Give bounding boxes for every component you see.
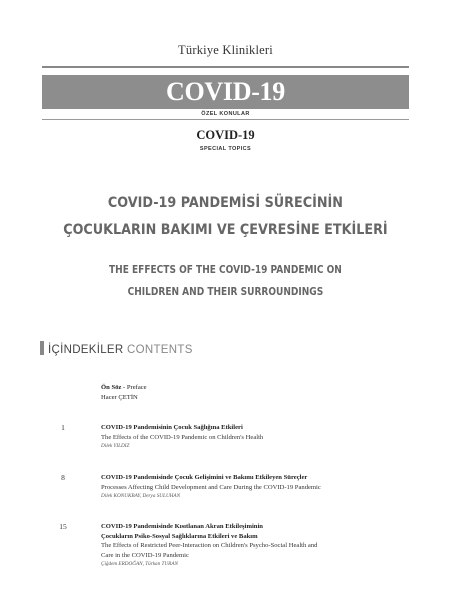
- contents-marker: [40, 341, 44, 355]
- issue-title-en: [41, 259, 411, 303]
- toc-title-tr-line1: COVID-19 Pandemisinde Kısıtlanan Akran Etkileşiminin: [101, 523, 263, 530]
- toc-authors: Çiğdem ERDOĞAN, Türkan TURAN: [101, 561, 178, 567]
- toc-title-tr: COVID-19 Pandemisinde Çocuk Gelişimini ve Bakımı Etkileyen Süreçler: [101, 474, 308, 481]
- special-topics-label-en: SPECIAL TOPICS: [199, 146, 252, 152]
- toc-title-en: The Effects of the COVID-19 Pandemic on Children's Health: [101, 433, 264, 441]
- preface-title-tr: Ön Söz: [101, 384, 122, 391]
- toc-title-en-line1: The Effects of Restricted Peer-Interaction on Children's Psycho-Social Health and: [101, 542, 318, 549]
- toc-page-number: 1: [61, 423, 65, 432]
- issue-title-tr-line1: COVID-19 PANDEMİSİ SÜRECİNİN: [107, 195, 343, 211]
- toc-authors: Dilek YILDIZ: [101, 443, 130, 449]
- toc-page-number: 8: [61, 473, 65, 482]
- toc-title-tr-line2: Çocukların Psiko-Sosyal Sağlıklarına Etkileri ve Bakım: [101, 532, 258, 540]
- toc-authors: Dilek KONUKBAY, Derya SULUHAN: [101, 493, 181, 499]
- toc-title-en-line2: Care in the COVID-19 Pandemic: [101, 551, 189, 559]
- issue-title-tr-line2: ÇOCUKLARIN BAKIMI VE ÇEVRESİNE ETKİLERİ: [63, 222, 388, 238]
- toc-title-en: Processes Affecting Child Development and Care During the COVID-19 Pandemic: [101, 483, 321, 491]
- issue-title-tr: [27, 190, 424, 244]
- issue-title-en-line1: THE EFFECTS OF THE COVID-19 PANDEMIC ON: [109, 263, 342, 276]
- journal-name: Türkiye Klinikleri: [178, 43, 273, 57]
- preface-separator: -: [121, 384, 127, 391]
- issue-title-en-line2: CHILDREN AND THEIR SURROUNDINGS: [127, 285, 324, 298]
- preface-entry[interactable]: [101, 383, 147, 403]
- special-topics-label-tr: ÖZEL KONULAR: [201, 111, 250, 117]
- topic-title-en: COVID-19: [196, 128, 255, 142]
- toc-title-tr: COVID-19 Pandemisinin Çocuk Sağlığına Etkileri: [101, 424, 243, 431]
- contents-heading-tr: İÇİNDEKİLER: [48, 344, 124, 356]
- banner-underline: [42, 119, 409, 120]
- contents-heading-en: CONTENTS: [127, 344, 193, 356]
- toc-page-number: 15: [59, 522, 67, 531]
- topic-banner: COVID-19: [42, 75, 409, 109]
- top-rule: [42, 66, 409, 68]
- preface-title-en: Preface: [126, 384, 147, 391]
- preface-author: Hacer ÇETİN: [101, 394, 138, 401]
- contents-heading: [40, 341, 193, 357]
